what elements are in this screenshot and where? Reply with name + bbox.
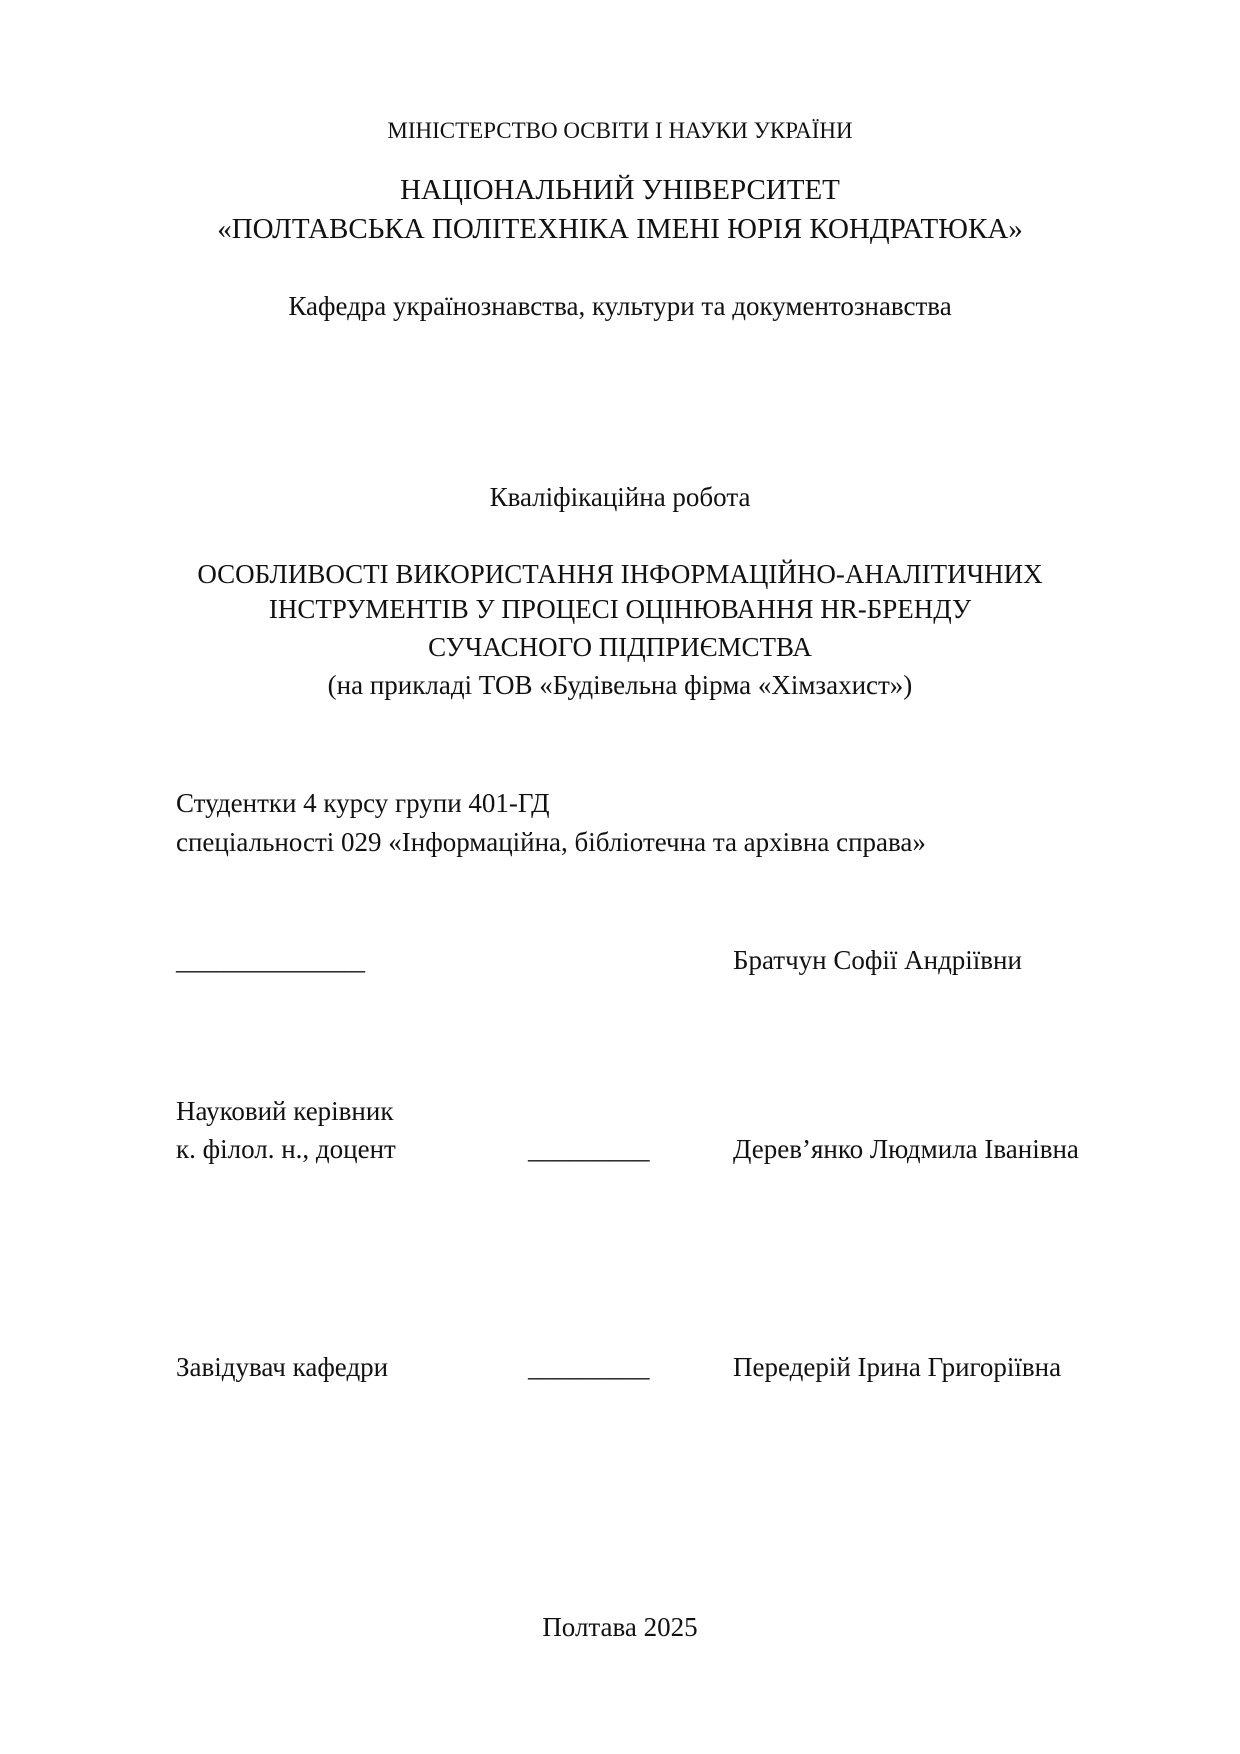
- supervisor-signature-line: _________: [528, 1134, 650, 1164]
- department-head-name: Передерій Ірина Григоріївна: [733, 1352, 1062, 1382]
- ministry-heading: МІНІСТЕРСТВО ОСВІТИ І НАУКИ УКРАЇНИ: [387, 118, 853, 143]
- department-head-role: Завідувач кафедри: [176, 1352, 389, 1382]
- supervisor-role: Науковий керівник: [176, 1096, 394, 1126]
- thesis-title-line-3: СУЧАСНОГО ПІДПРИЄМСТВА: [428, 632, 812, 662]
- student-name: Братчун Софії Андріївни: [733, 945, 1022, 975]
- city-year: Полтава 2025: [542, 1612, 698, 1642]
- student-specialty: спеціальності 029 «Інформаційна, бібліотечна та архівна справа»: [176, 827, 926, 857]
- thesis-title-line-2: ІНСТРУМЕНТІВ У ПРОЦЕСІ ОЦІНЮВАННЯ HR-БРЕНДУ: [268, 594, 972, 624]
- supervisor-name: Дерев’янко Людмила Іванівна: [733, 1134, 1079, 1164]
- work-type: Кваліфікаційна робота: [489, 482, 751, 512]
- department-name: Кафедра українознавства, культури та документознавства: [288, 291, 952, 321]
- student-course-group: Студентки 4 курсу групи 401-ГД: [176, 788, 550, 818]
- supervisor-degree: к. філол. н., доцент: [176, 1134, 396, 1164]
- university-name-line-1: НАЦІОНАЛЬНИЙ УНІВЕРСИТЕТ: [400, 174, 840, 206]
- student-signature-line: ______________: [176, 945, 365, 975]
- thesis-title-line-1: ОСОБЛИВОСТІ ВИКОРИСТАННЯ ІНФОРМАЦІЙНО-АНАЛІТИЧНИХ: [197, 559, 1043, 589]
- department-head-signature-line: _________: [528, 1352, 650, 1382]
- university-name-line-2: «ПОЛТАВСЬКА ПОЛІТЕХНІКА ІМЕНІ ЮРІЯ КОНДРАТЮКА»: [217, 213, 1023, 245]
- thesis-title-line-4: (на прикладі ТОВ «Будівельна фірма «Хімзахист»): [327, 670, 913, 700]
